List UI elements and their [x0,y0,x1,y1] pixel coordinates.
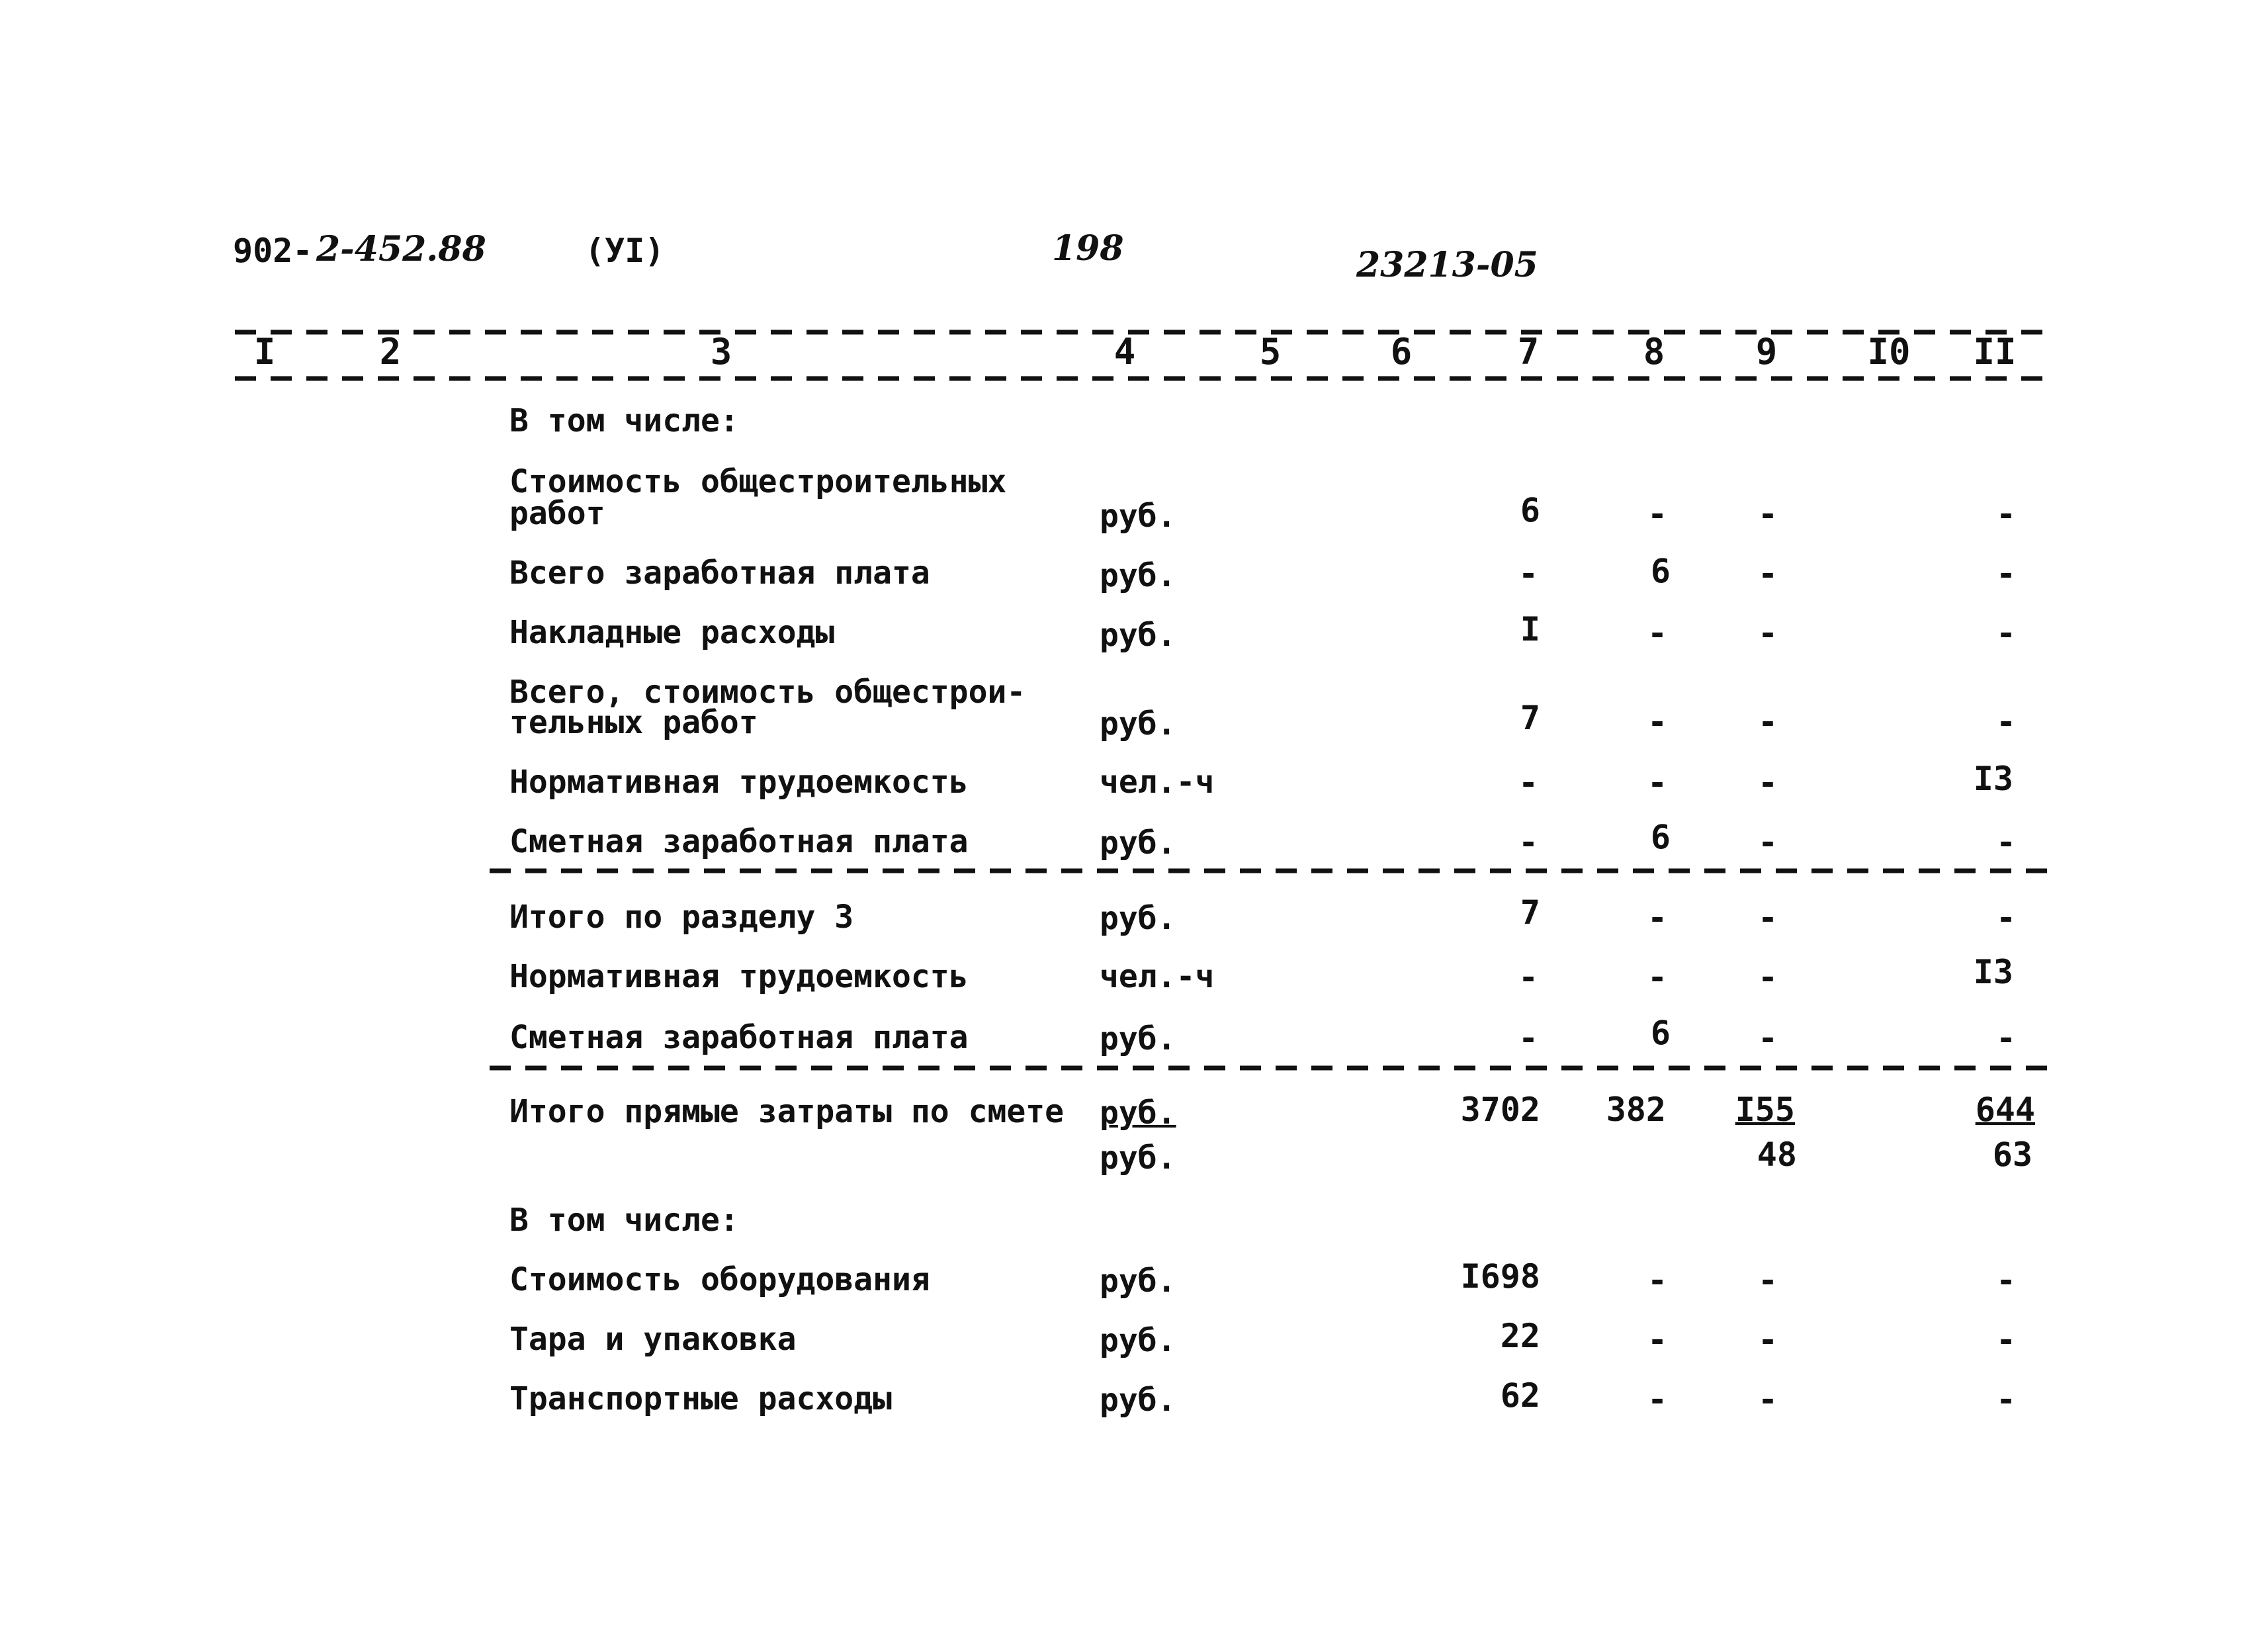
cell-col9: - [1757,495,1778,533]
row-unit: руб. [1100,1263,1176,1300]
row-name: Стоимость общестроительных [509,463,1007,500]
cell-col9: - [1757,555,1778,593]
row-name: Нормативная трудоемкость [509,764,969,801]
cell-col7: - [1518,764,1539,802]
cell-col11: - [1995,1321,2017,1359]
row-unit: руб. [1100,498,1176,535]
cell-col9: - [1757,1019,1778,1057]
cell-col11: - [1995,555,2017,593]
cell-col9: - [1757,614,1778,652]
cell-col7: - [1518,958,1539,997]
row-name: Стоимость оборудования [509,1261,930,1298]
cell-col11: - [1995,1019,2017,1057]
cell-col8: - [1647,1261,1668,1300]
col-header-1: I [253,331,276,373]
row-unit: чел.-ч [1100,764,1215,801]
cell-col7: - [1518,823,1539,862]
block1-heading: В том числе: [509,402,739,439]
cell-col11: - [1995,823,2017,862]
row-unit: руб. [1100,824,1176,862]
cell-col7: 7 [1520,699,1540,737]
cell-col7: 7 [1520,893,1540,932]
col-header-7: 7 [1517,331,1540,373]
cell-col8: - [1647,1321,1668,1359]
cell-col7: 62 [1500,1376,1540,1415]
totals-col9-bottom: 48 [1757,1135,1797,1174]
col-header-3: 3 [710,331,732,373]
doc-code-printed: 902- [233,232,313,270]
doc-code-handwritten: 2-452.88 [316,229,486,269]
totals-col11-bottom: 63 [1992,1135,2032,1174]
cell-col9: - [1757,1380,1778,1419]
cell-col11: - [1995,1380,2017,1419]
col-header-9: 9 [1755,331,1778,373]
row-name: Транспортные расходы [509,1380,892,1417]
totals-col9-top: I55 [1735,1090,1795,1129]
totals-col7: 3702 [1460,1090,1540,1129]
row-name-cont: тельных работ [509,704,758,741]
cell-col8: - [1647,764,1668,802]
cell-col9: - [1757,958,1778,997]
cell-col9: - [1757,899,1778,937]
row-unit: руб. [1100,705,1176,742]
totals-col11-top: 644 [1975,1090,2035,1129]
cell-col8: - [1647,703,1668,741]
row-unit: чел.-ч [1100,958,1215,995]
row-name: Тара и упаковка [509,1321,797,1358]
cell-col8: - [1647,899,1668,937]
cell-col8: - [1647,1380,1668,1419]
totals-unit-top: руб. [1100,1094,1176,1132]
cell-col11: - [1995,899,2017,937]
cell-col11: - [1995,495,2017,533]
row-name: Нормативная трудоемкость [509,958,969,995]
row-name: Накладные расходы [509,614,835,651]
cell-col8: - [1647,614,1668,652]
section-label: (УI) [585,232,665,270]
cell-col11: I3 [1973,953,2013,991]
row-unit: руб. [1100,557,1176,594]
cell-col9: - [1757,823,1778,862]
col-header-11: II [1973,331,2017,373]
cell-col9: - [1757,764,1778,802]
cell-col8: 6 [1650,818,1671,856]
cell-col7: 22 [1500,1317,1540,1355]
cell-col11: - [1995,1261,2017,1300]
col-header-8: 8 [1643,331,1665,373]
col-header-2: 2 [379,331,402,373]
row-unit: руб. [1100,617,1176,654]
col-header-5: 5 [1259,331,1282,373]
row-unit: руб. [1100,1382,1176,1419]
cell-col8: - [1647,958,1668,997]
block3-heading: В том числе: [509,1202,739,1239]
cell-col7: 6 [1520,491,1540,529]
totals-name: Итого прямые затраты по смете [509,1093,1065,1130]
col-header-4: 4 [1113,331,1136,373]
cell-col8: 6 [1650,1014,1671,1052]
cell-col11: - [1995,703,2017,741]
cell-col9: - [1757,703,1778,741]
row-name: Всего заработная плата [509,555,930,592]
page-number: 198 [1052,228,1124,269]
row-name-cont: работ [509,495,605,532]
cell-col9: - [1757,1261,1778,1300]
totals-col8: 382 [1606,1090,1666,1129]
cell-col8: - [1647,495,1668,533]
cell-col7: I [1520,610,1540,648]
row-unit: руб. [1100,1322,1176,1359]
totals-unit-bottom: руб. [1100,1139,1176,1177]
row-name: Всего, стоимость общестрои- [509,674,1026,711]
row-unit: руб. [1100,1020,1176,1057]
row-name: Сметная заработная плата [509,823,969,860]
archive-number: 23213-05 [1356,245,1538,285]
cell-col8: 6 [1650,552,1671,590]
cell-col7: - [1518,1019,1539,1057]
cell-col11: I3 [1973,760,2013,798]
col-header-6: 6 [1390,331,1413,373]
col-header-10: I0 [1867,331,1911,373]
cell-col7: I698 [1460,1257,1540,1296]
row-name: Сметная заработная плата [509,1019,969,1056]
row-unit: руб. [1100,900,1176,937]
cell-col11: - [1995,614,2017,652]
cell-col7: - [1518,555,1539,593]
cell-col9: - [1757,1321,1778,1359]
row-name: Итого по разделу 3 [509,899,854,936]
